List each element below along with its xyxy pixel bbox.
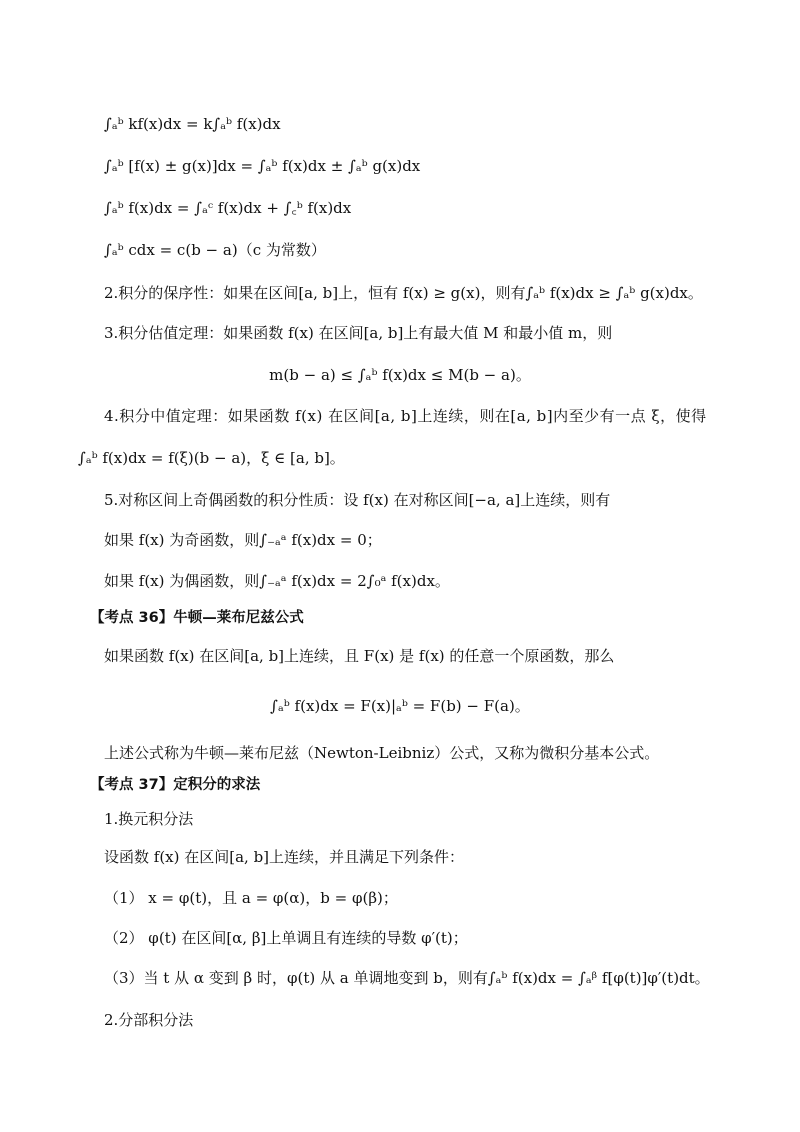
paragraph-symmetric-interval: 5.对称区间上奇偶函数的积分性质：设 f(x) 在对称区间[−a, a]上连续，则有	[104, 491, 611, 509]
condition-3: （3）当 t 从 α 变到 β 时，φ(t) 从 a 单调地变到 b，则有∫ₐᵇ f(x)dx = ∫ₐᵝ f[φ(t)]φ′(t)dt。	[104, 969, 710, 987]
paragraph-estimation-theorem: 3.积分估值定理：如果函数 f(x) 在区间[a, b]上有最大值 M 和最小值 m，则	[104, 324, 613, 342]
formula-newton-leibniz: ∫ₐᵇ f(x)dx = F(x)|ₐᵇ = F(b) − F(a)。	[270, 697, 530, 715]
subheading-substitution: 1.换元积分法	[104, 810, 194, 828]
section-heading-36: 【考点 36】牛顿—莱布尼兹公式	[90, 610, 304, 626]
condition-1: （1） x = φ(t)，且 a = φ(α)，b = φ(β)；	[104, 889, 398, 907]
formula-constant-multiple: ∫ₐᵇ kf(x)dx = k∫ₐᵇ f(x)dx	[104, 115, 281, 133]
formula-mean-value: ∫ₐᵇ f(x)dx = f(ξ)(b − a)，ξ ∈ [a, b]。	[78, 449, 345, 467]
formula-constant-integral: ∫ₐᵇ cdx = c(b − a)（c 为常数）	[104, 241, 326, 259]
paragraph-mean-value-theorem: 4.积分中值定理：如果函数 f(x) 在区间[a, b]上连续，则在[a, b]内至少有一点 ξ，使得	[104, 407, 707, 425]
formula-sum-difference: ∫ₐᵇ [f(x) ± g(x)]dx = ∫ₐᵇ f(x)dx ± ∫ₐᵇ g(x)dx	[104, 157, 421, 175]
paragraph-order-preserving: 2.积分的保序性：如果在区间[a, b]上，恒有 f(x) ≥ g(x)，则有∫ₐᵇ f(x)dx ≥ ∫ₐᵇ g(x)dx。	[104, 284, 703, 302]
paragraph-newton-leibniz-intro: 如果函数 f(x) 在区间[a, b]上连续，且 F(x) 是 f(x) 的任意一个原函数，那么	[104, 647, 615, 665]
formula-even-function: 如果 f(x) 为偶函数，则∫₋ₐᵃ f(x)dx = 2∫₀ᵃ f(x)dx。	[104, 572, 450, 590]
section-heading-37: 【考点 37】定积分的求法	[90, 777, 261, 793]
condition-2: （2） φ(t) 在区间[α, β]上单调且有连续的导数 φ′(t)；	[104, 929, 468, 947]
subheading-integration-by-parts: 2.分部积分法	[104, 1011, 194, 1029]
paragraph-newton-leibniz-note: 上述公式称为牛顿—莱布尼兹（Newton-Leibniz）公式，又称为微积分基本公式。	[104, 744, 660, 762]
formula-estimation: m(b − a) ≤ ∫ₐᵇ f(x)dx ≤ M(b − a)。	[269, 366, 531, 384]
paragraph-substitution-intro: 设函数 f(x) 在区间[a, b]上连续，并且满足下列条件：	[104, 848, 465, 866]
formula-odd-function: 如果 f(x) 为奇函数，则∫₋ₐᵃ f(x)dx = 0；	[104, 531, 382, 549]
formula-interval-additivity: ∫ₐᵇ f(x)dx = ∫ₐᶜ f(x)dx + ∫꜀ᵇ f(x)dx	[104, 199, 352, 217]
